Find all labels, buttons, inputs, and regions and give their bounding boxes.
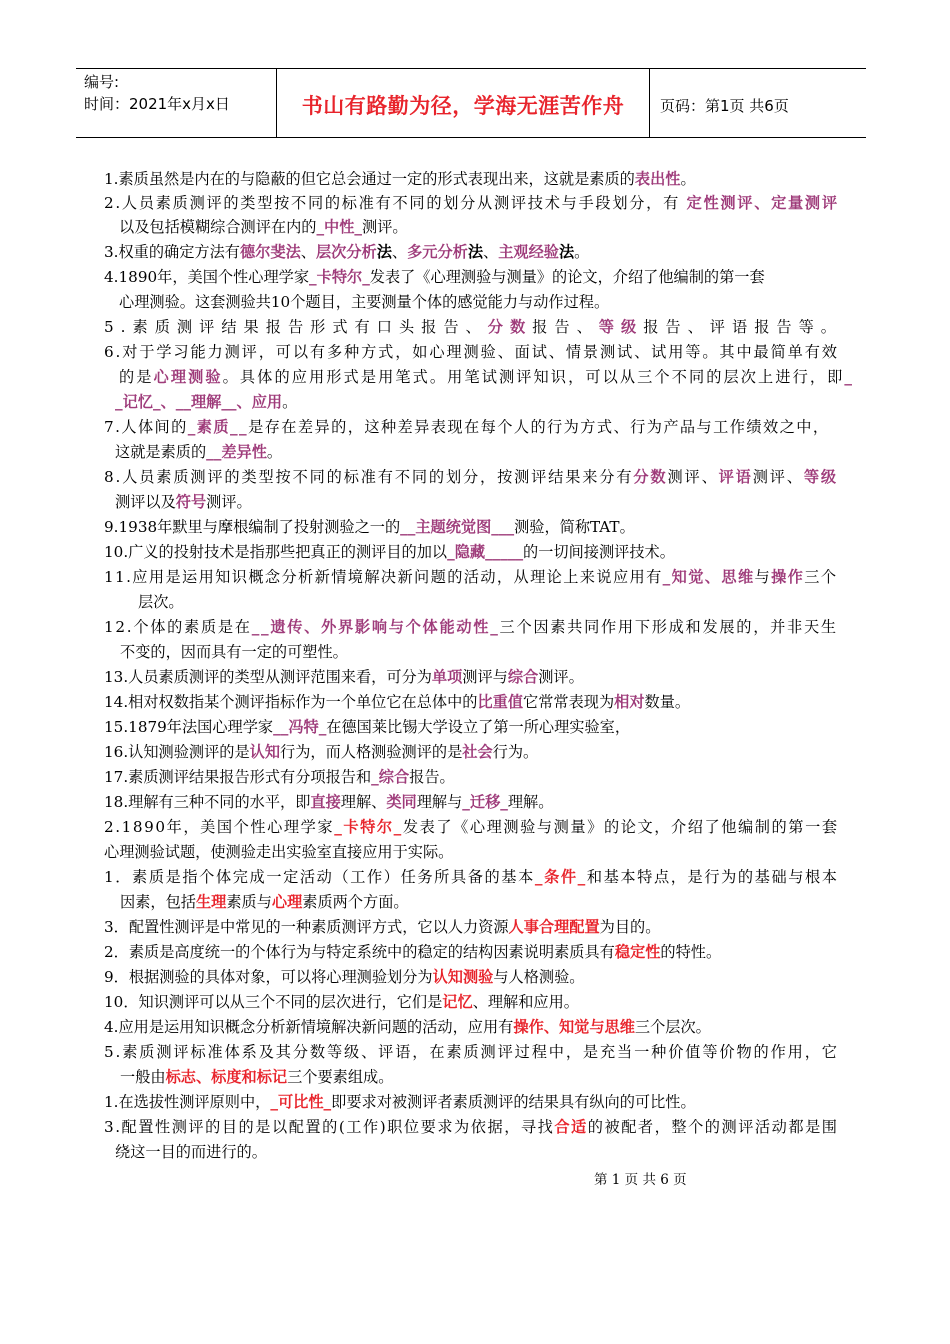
answer-text: 分数 xyxy=(633,468,668,486)
text-segment: 报告。 xyxy=(409,768,455,786)
text-segment: 5.素质测评标准体系及其分数等级、评语，在素质测评过程中，是充当一种价值等价物的作用，它 xyxy=(104,1043,839,1061)
text-line xyxy=(115,391,297,413)
text-segment: 15.1879年法国心理学家 xyxy=(104,718,274,736)
text-segment: 报告、评语报告等。 xyxy=(643,318,844,336)
code-label: 编号: xyxy=(84,73,120,91)
text-segment: 与人格测验。 xyxy=(493,968,585,986)
text-segment: 。具体的应用形式是用笔式。用笔试测评知识，可以从三个不同的层次上进行，即 xyxy=(222,368,845,386)
text-segment: 理解、 xyxy=(340,793,387,811)
text-segment: 三个要素组成。 xyxy=(287,1068,394,1086)
text-segment: 13.人员素质测评的类型从测评范围来看，可分为 xyxy=(104,668,432,686)
answer-text: __遗传、外界影响与个体能动性_ xyxy=(251,618,500,636)
answer-text: 比重值 xyxy=(477,693,524,711)
text-segment: 这就是素质的 xyxy=(115,443,207,461)
text-segment: 三个层次。 xyxy=(634,1018,711,1036)
answer-text: 操作 xyxy=(771,568,805,586)
text-line xyxy=(104,1016,711,1038)
text-line xyxy=(104,266,765,288)
text-segment: 、 xyxy=(483,243,499,261)
text-segment: 6.对于学习能力测评，可以有多种方式，如心理测验、面试、情景测试、试用等。其中最简单有效 xyxy=(104,343,839,361)
text-line xyxy=(104,791,553,813)
time-label: 时间：2021年x月x日 xyxy=(84,95,230,113)
text-segment: 2．素质是高度统一的个体行为与特定系统中的稳定的结构因素说明素质具有 xyxy=(104,943,615,961)
answer-text: 认知测验 xyxy=(432,968,494,986)
text-segment: 18.理解有三种不同的水平，即 xyxy=(104,793,311,811)
text-segment: 测评、 xyxy=(667,468,719,486)
text-segment: 测评。 xyxy=(362,218,408,236)
text-line xyxy=(115,491,252,513)
answer-text: _素质__ xyxy=(187,418,249,436)
answer-text: _卡特尔_ xyxy=(309,268,370,286)
answer-text: 单项 xyxy=(431,668,463,686)
answer-text: 表出性 xyxy=(634,170,681,188)
text-line xyxy=(104,841,453,863)
page-footer: 第 1 页 共 6 页 xyxy=(594,1172,687,1188)
answer-text: _可比性_ xyxy=(270,1093,332,1111)
text-line xyxy=(115,441,282,463)
text-segment: 即要求对被测评者素质测评的结果具有纵向的可比性。 xyxy=(331,1093,696,1111)
text-segment: 数量。 xyxy=(644,693,691,711)
text-segment: 16.认知测验测评的是 xyxy=(104,743,250,761)
answer-text: 类同 xyxy=(386,793,417,811)
text-line xyxy=(104,966,584,988)
answer-text: _中性_ xyxy=(316,218,362,236)
answer-text: 人事合理配置 xyxy=(508,918,600,936)
answer-text: 综合 xyxy=(507,668,539,686)
text-segment: 发表了《心理测验与测量》的论文，介绍了他编制的第一套 xyxy=(369,268,765,286)
answer-text: _迁移_ xyxy=(462,793,508,811)
text-line xyxy=(104,866,839,888)
text-segment: 、理解和应用。 xyxy=(472,993,579,1011)
text-line xyxy=(104,766,455,788)
text-line xyxy=(104,416,829,438)
answer-text: 记忆 xyxy=(442,993,473,1011)
answer-text: 相对 xyxy=(614,693,645,711)
text-line xyxy=(104,192,839,214)
text-segment: 14.相对权数指某个测评指标作为一个单位它在总体中的 xyxy=(104,693,478,711)
text-segment: 8.人员素质测评的类型按不同的标准有不同的划分，按测评结果来分有 xyxy=(104,468,634,486)
text-segment: 理解与 xyxy=(416,793,463,811)
text-line xyxy=(104,566,837,588)
text-segment: 9．根据测验的具体对象，可以将心理测验划分为 xyxy=(104,968,433,986)
text-segment: 三个因素共同作用下形成和发展的，并非天生 xyxy=(499,618,838,636)
text-segment: 4.1890年，美国个性心理学家 xyxy=(104,268,310,286)
answer-text: _综合 xyxy=(371,768,410,786)
text-segment: 测评。 xyxy=(206,493,252,511)
text-segment: 的特性。 xyxy=(660,943,722,961)
text-segment: 3.权重的确定方法有 xyxy=(104,243,240,261)
text-segment: 它常常表现为 xyxy=(523,693,615,711)
text-segment: 以及包括模糊综合测评在内的 xyxy=(119,218,317,236)
text-line xyxy=(104,1091,696,1113)
text-line xyxy=(104,1116,839,1138)
answer-text: __冯特_ xyxy=(273,718,327,736)
text-line xyxy=(104,666,584,688)
text-line xyxy=(115,1141,267,1163)
header-page-info: 页码：第1页 共6页 xyxy=(660,96,789,115)
answer-text: 法 xyxy=(558,243,575,261)
text-segment: 、 xyxy=(300,243,316,261)
answer-text: 符号 xyxy=(175,493,207,511)
text-segment: 测评、 xyxy=(752,468,804,486)
text-segment: 。 xyxy=(266,443,283,461)
text-line xyxy=(104,941,721,963)
text-line xyxy=(104,341,839,363)
text-line xyxy=(119,366,854,388)
answer-text: 定性测评、定量测评 xyxy=(686,194,839,212)
text-line xyxy=(104,816,839,838)
text-segment: 测评与 xyxy=(462,668,508,686)
answer-text: _条件_ xyxy=(534,868,587,886)
answer-text: 法 xyxy=(376,243,392,261)
text-line xyxy=(120,1066,393,1088)
text-segment: 4.应用是运用知识概念分析新情境解决新问题的活动，应用有 xyxy=(104,1018,514,1036)
text-segment: 5.素质测评结果报告形式有口头报告、 xyxy=(104,318,488,336)
text-segment: 的一切间接测评技术。 xyxy=(523,543,675,561)
text-line xyxy=(104,716,630,738)
text-segment: 9.1938年默里与摩根编制了投射测验之一的 xyxy=(104,518,401,536)
text-segment: 3．配置性测评是中常见的一种素质测评方式，它以人力资源 xyxy=(104,918,509,936)
text-segment: 。 xyxy=(574,243,590,261)
text-segment: 10．知识测评可以从三个不同的层次进行，它们是 xyxy=(104,993,443,1011)
text-line xyxy=(138,591,184,613)
text-segment: 和基本特点，是行为的基础与根本 xyxy=(586,868,839,886)
text-segment: 三个 xyxy=(804,568,838,586)
text-segment: 发表了《心理测验与测量》的论文，介绍了他编制的第一套 xyxy=(402,818,839,836)
text-segment: 、 xyxy=(391,243,408,261)
answer-text: _卡特尔_ xyxy=(334,818,403,836)
text-line xyxy=(104,1041,839,1063)
answer-text: 操作、知觉与思维 xyxy=(513,1018,635,1036)
text-line xyxy=(120,641,348,663)
text-segment: 11.应用是运用知识概念分析新情境解决新问题的活动，从理论上来说应用有 xyxy=(104,568,663,586)
answer-text: _知觉、思维 xyxy=(662,568,755,586)
answer-text: 直接 xyxy=(310,793,341,811)
text-line xyxy=(104,541,675,563)
text-segment: 2.1890年，美国个性心理学家 xyxy=(104,818,335,836)
answer-text: __差异性 xyxy=(206,443,267,461)
answer-text: 合适 xyxy=(554,1118,588,1136)
text-segment: 的是 xyxy=(119,368,154,386)
text-segment: 10.广义的投射技术是指那些把真正的测评目的加以 xyxy=(104,543,448,561)
text-segment: 。 xyxy=(282,393,298,411)
answer-text: 标志、标度和标记 xyxy=(165,1068,288,1086)
text-line xyxy=(104,241,589,263)
text-segment: 1.素质虽然是内在的与隐蔽的但它总会通过一定的形式表现出来，这就是素质的 xyxy=(104,170,635,188)
answer-text: 生理 xyxy=(195,893,227,911)
text-segment: 3.配置性测评的目的是以配置的(工作)职位要求为依据，寻找 xyxy=(104,1118,555,1136)
text-line xyxy=(119,216,408,238)
text-segment: 17.素质测评结果报告形式有分项报告和 xyxy=(104,768,372,786)
text-segment: 行为。 xyxy=(492,743,539,761)
answer-text: 多元分析 xyxy=(407,243,468,261)
text-segment: 测评以及 xyxy=(115,493,176,511)
text-line xyxy=(104,691,690,713)
answer-text: 层次分析 xyxy=(315,243,377,261)
text-segment: 1．素质是指个体完成一定活动（工作）任务所具备的基本 xyxy=(104,868,535,886)
text-line xyxy=(104,616,838,638)
text-segment: 行为，而人格测验测评的是 xyxy=(280,743,463,761)
text-segment: 。 xyxy=(680,170,696,188)
answer-text: _隐藏_____ xyxy=(447,543,524,561)
answer-text: 评语 xyxy=(718,468,753,486)
text-line xyxy=(120,891,409,913)
text-segment: 素质两个方面。 xyxy=(302,893,409,911)
text-segment: 层次。 xyxy=(138,593,184,611)
text-segment: 7.人体间的 xyxy=(104,418,188,436)
text-segment: 1.在选拔性测评原则中， xyxy=(104,1093,271,1111)
header-table xyxy=(76,68,866,138)
text-segment: 的被配者，整个的测评活动都是围 xyxy=(587,1118,839,1136)
text-line xyxy=(119,291,609,313)
header-motto: 书山有路勤为径，学海无涯苦作舟 xyxy=(277,69,650,137)
answer-text: 等级 xyxy=(598,318,644,336)
text-segment: 心理测验试题，使测验走出实验室直接应用于实际。 xyxy=(104,843,454,861)
text-segment: 测验，简称TAT。 xyxy=(514,518,635,536)
answer-text: 等级 xyxy=(803,468,838,486)
text-line xyxy=(104,466,838,488)
text-segment: 不变的，因而具有一定的可塑性。 xyxy=(120,643,348,661)
header-left-cell xyxy=(76,69,277,137)
text-segment: 一般由 xyxy=(120,1068,166,1086)
answer-text: 法 xyxy=(467,243,483,261)
text-segment: 是存在差异的，这种差异表现在每个人的行为方式、行为产品与工作绩效之中， xyxy=(248,418,830,436)
answer-text: 认知 xyxy=(249,743,281,761)
answer-text: 社会 xyxy=(462,743,493,761)
text-segment: 理解。 xyxy=(507,793,554,811)
text-line xyxy=(104,916,660,938)
text-line xyxy=(104,516,635,538)
text-segment: 测评。 xyxy=(538,668,584,686)
answer-text: 分数 xyxy=(487,318,533,336)
answer-text: _记忆_、__理解__、应用 xyxy=(115,393,283,411)
text-segment: 素质与 xyxy=(226,893,272,911)
text-segment: 12.个体的素质是在 xyxy=(104,618,252,636)
answer-text: 心理测验 xyxy=(153,368,223,386)
text-segment: 在德国莱比锡大学设立了第一所心理实验室， xyxy=(326,718,631,736)
text-segment: 2.人员素质测评的类型按不同的标准有不同的划分从测评技术与手段划分，有 xyxy=(104,194,687,212)
answer-text: 德尔斐法 xyxy=(240,243,301,261)
text-segment: 心理测验。这套测验共10个题目，主要测量个体的感觉能力与动作过程。 xyxy=(119,293,610,311)
text-segment: 为目的。 xyxy=(599,918,661,936)
text-line xyxy=(104,741,538,763)
answer-text: _ xyxy=(844,368,855,386)
text-segment: 绕这一目的而进行的。 xyxy=(115,1143,267,1161)
text-segment: 因素，包括 xyxy=(120,893,196,911)
text-segment: 与 xyxy=(754,568,772,586)
text-line xyxy=(104,316,843,338)
answer-text: 主观经验 xyxy=(498,243,559,261)
answer-text: 心理 xyxy=(271,893,303,911)
answer-text: __主题统觉图___ xyxy=(400,518,515,536)
text-line xyxy=(104,168,696,190)
text-segment: 报告、 xyxy=(532,318,599,336)
text-line xyxy=(104,991,579,1013)
answer-text: 稳定性 xyxy=(614,943,661,961)
